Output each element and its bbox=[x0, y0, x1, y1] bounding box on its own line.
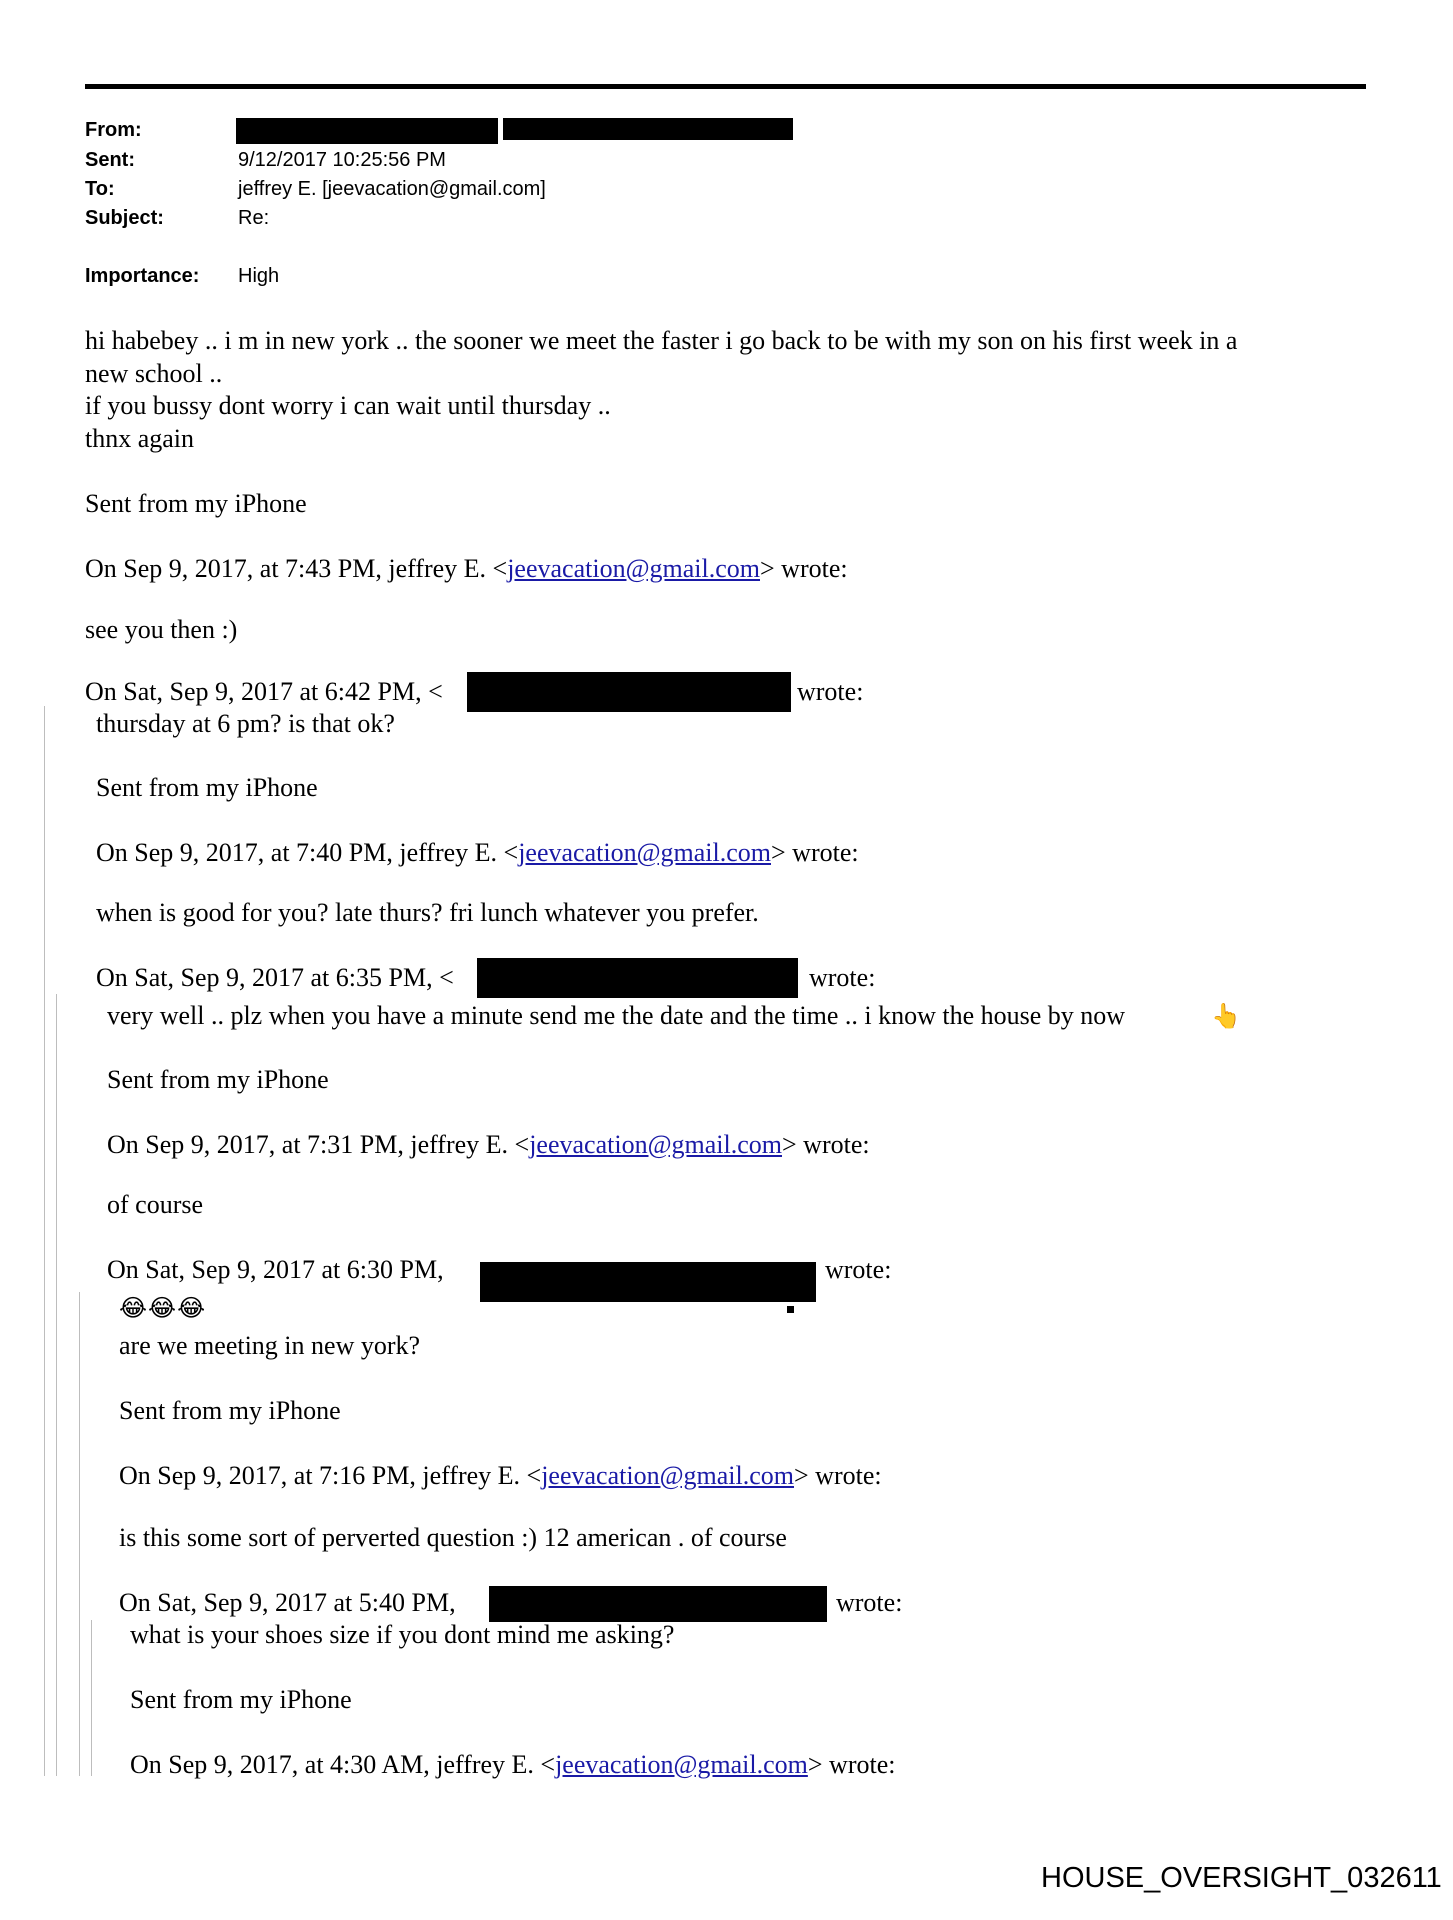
quote-text-1: see you then :) bbox=[85, 615, 238, 644]
body-line-2: new school .. bbox=[85, 359, 223, 388]
email-link[interactable]: jeevacation@gmail.com bbox=[529, 1130, 782, 1159]
quote-header-8: On Sat, Sep 9, 2017 at 5:40 PM, bbox=[119, 1588, 456, 1617]
quote-header-4: On Sat, Sep 9, 2017 at 6:35 PM, < bbox=[96, 963, 454, 992]
quote-header-4-wrote: wrote: bbox=[809, 963, 876, 992]
importance-value: High bbox=[238, 265, 280, 287]
quote-header-6: On Sat, Sep 9, 2017 at 6:30 PM, bbox=[107, 1255, 444, 1284]
quote-text-8: what is your shoes size if you dont mind me asking? bbox=[130, 1620, 675, 1649]
redacted-sender-4 bbox=[477, 958, 798, 998]
quote-bar-2 bbox=[56, 994, 57, 1776]
redacted-sender-2 bbox=[467, 672, 791, 712]
to-label: To: bbox=[85, 178, 115, 200]
quote-bar-1 bbox=[44, 706, 45, 1776]
quote-text-6: are we meeting in new york? bbox=[119, 1331, 421, 1360]
body-line-4: thnx again bbox=[85, 424, 195, 453]
quote-sig-2: Sent from my iPhone bbox=[96, 773, 318, 802]
redacted-sender-6 bbox=[480, 1262, 816, 1302]
quote-text-2: thursday at 6 pm? is that ok? bbox=[96, 709, 395, 738]
quote-header-2: On Sat, Sep 9, 2017 at 6:42 PM, < bbox=[85, 677, 443, 706]
quote-header-7: On Sep 9, 2017, at 7:16 PM, jeffrey E. <jeevacation@gmail.com> wrote: bbox=[119, 1461, 882, 1490]
quote-header-5: On Sep 9, 2017, at 7:31 PM, jeffrey E. <jeevacation@gmail.com> wrote: bbox=[107, 1130, 870, 1159]
email-link[interactable]: jeevacation@gmail.com bbox=[555, 1750, 808, 1779]
redacted-sender-email bbox=[503, 118, 793, 140]
quote-sig-8: Sent from my iPhone bbox=[130, 1685, 352, 1714]
quote-bar-4 bbox=[91, 1620, 92, 1776]
quote-sig-6: Sent from my iPhone bbox=[119, 1396, 341, 1425]
subject-value: Re: bbox=[238, 207, 270, 229]
header-rule bbox=[85, 84, 1366, 89]
to-value: jeffrey E. [jeevacation@gmail.com] bbox=[238, 178, 546, 200]
quote-text-3: when is good for you? late thurs? fri lunch whatever you prefer. bbox=[96, 898, 759, 927]
quote-header-1: On Sep 9, 2017, at 7:43 PM, jeffrey E. <jeevacation@gmail.com> wrote: bbox=[85, 554, 848, 583]
redaction-mark bbox=[787, 1306, 794, 1313]
body-line-1: hi habebey .. i m in new york .. the sooner we meet the faster i go back to be with my son on his first week in a bbox=[85, 326, 1238, 355]
quote-text-7: is this some sort of perverted question :) 12 american . of course bbox=[119, 1523, 787, 1552]
quote-bar-3 bbox=[79, 1292, 80, 1776]
quote-header-9: On Sep 9, 2017, at 4:30 AM, jeffrey E. <jeevacation@gmail.com> wrote: bbox=[130, 1750, 896, 1779]
quote-text-4: very well .. plz when you have a minute send me the date and the time .. i know the house by now bbox=[107, 1001, 1126, 1030]
quote-header-3: On Sep 9, 2017, at 7:40 PM, jeffrey E. <jeevacation@gmail.com> wrote: bbox=[96, 838, 859, 867]
email-link[interactable]: jeevacation@gmail.com bbox=[507, 554, 760, 583]
from-label: From: bbox=[85, 119, 142, 141]
email-link[interactable]: jeevacation@gmail.com bbox=[518, 838, 771, 867]
quote-header-8-wrote: wrote: bbox=[836, 1588, 903, 1617]
pointing-up-icon: 👆 bbox=[1211, 1002, 1241, 1030]
quote-sig-4: Sent from my iPhone bbox=[107, 1065, 329, 1094]
quote-header-2-wrote: wrote: bbox=[797, 677, 864, 706]
email-link[interactable]: jeevacation@gmail.com bbox=[541, 1461, 794, 1490]
sent-value: 9/12/2017 10:25:56 PM bbox=[238, 149, 446, 171]
laughing-emoji-icon: 😂😂😂 bbox=[119, 1294, 207, 1322]
signature: Sent from my iPhone bbox=[85, 489, 307, 518]
sent-label: Sent: bbox=[85, 149, 135, 171]
bates-number: HOUSE_OVERSIGHT_032611 bbox=[1041, 1862, 1442, 1894]
quote-text-5: of course bbox=[107, 1190, 204, 1219]
redacted-sender-name bbox=[236, 118, 498, 144]
redacted-sender-8 bbox=[489, 1586, 827, 1622]
importance-label: Importance: bbox=[85, 265, 200, 287]
body-line-3: if you bussy dont worry i can wait until thursday .. bbox=[85, 391, 611, 420]
quote-header-6-wrote: wrote: bbox=[825, 1255, 892, 1284]
subject-label: Subject: bbox=[85, 207, 164, 229]
